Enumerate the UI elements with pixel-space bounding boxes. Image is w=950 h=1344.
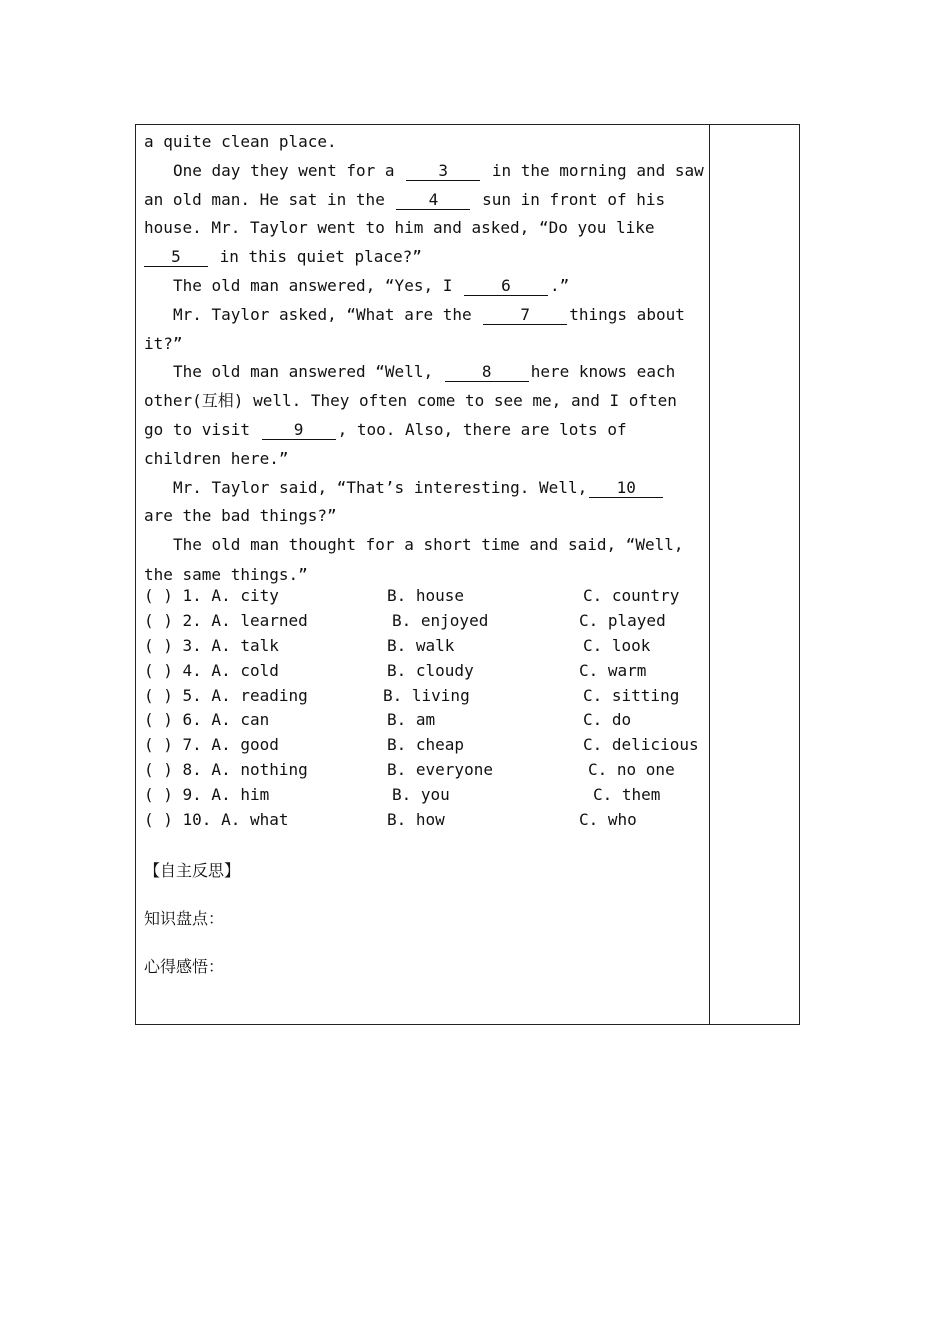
option-row: ( ) 7. A. good B. cheap C. delicious [144, 735, 699, 755]
passage-line: One day they went for a 3 in the morning and saw [173, 160, 704, 180]
passage-line: The old man answered, “Yes, I 6 .” [173, 275, 570, 295]
option-row: ( ) 1. A. city B. house C. country [144, 585, 680, 605]
passage-line: The old man answered “Well, 8 here knows each [173, 362, 676, 382]
passage-line: other(互相) well. They often come to see me, and I often [144, 391, 677, 411]
passage-line: are the bad things?” [144, 506, 337, 526]
blank-7: 7 [483, 305, 567, 325]
insight-label: 心得感悟： [144, 957, 225, 976]
passage-line: The old man thought for a short time and said, “Well, [173, 535, 684, 555]
passage-line: go to visit 9 , too. Also, there are lots of [144, 419, 627, 439]
option-row: ( ) 9. A. him B. you C. them [144, 785, 661, 805]
passage-line: 5 in this quiet place?” [144, 243, 704, 272]
passage-line: the same things.” [144, 564, 308, 584]
passage-line: it?” [144, 333, 183, 353]
passage-line: a quite clean place. [144, 132, 337, 151]
passage-line: Mr. Taylor said, “That’s interesting. Well, 10 [144, 474, 704, 503]
passage-line: an old man. He sat in the 4 sun in front of his [144, 189, 666, 209]
passage-line: Mr. Taylor asked, “What are the 7 things about [173, 304, 685, 324]
option-row: ( ) 2. A. learned B. enjoyed C. played [144, 610, 666, 630]
blank-8: 8 [445, 362, 529, 382]
blank-3: 3 [406, 161, 480, 181]
blank-5: 5 [144, 247, 208, 267]
blank-10: 10 [589, 478, 663, 498]
option-row: ( ) 10. A. what B. how C. who [144, 809, 637, 829]
option-row: ( ) 4. A. cold B. cloudy C. warm [144, 660, 647, 680]
reflection-title: 【自主反思】 [144, 861, 241, 880]
blank-4: 4 [396, 190, 470, 210]
passage-line: house. Mr. Taylor went to him and asked, “Do you like [144, 218, 655, 238]
option-row: ( ) 6. A. can B. am C. do [144, 710, 632, 730]
passage [144, 128, 704, 833]
blank-6: 6 [464, 276, 548, 296]
option-row: ( ) 3. A. talk B. walk C. look [144, 635, 651, 655]
blank-9: 9 [262, 420, 336, 440]
option-row: ( ) 5. A. reading B. living C. sitting [144, 685, 680, 705]
column-divider [709, 124, 710, 1025]
option-row: ( ) 8. A. nothing B. everyone C. no one [144, 760, 675, 780]
passage-line: children here.” [144, 448, 289, 468]
knowledge-label: 知识盘点： [144, 909, 225, 928]
options-list [144, 584, 704, 833]
